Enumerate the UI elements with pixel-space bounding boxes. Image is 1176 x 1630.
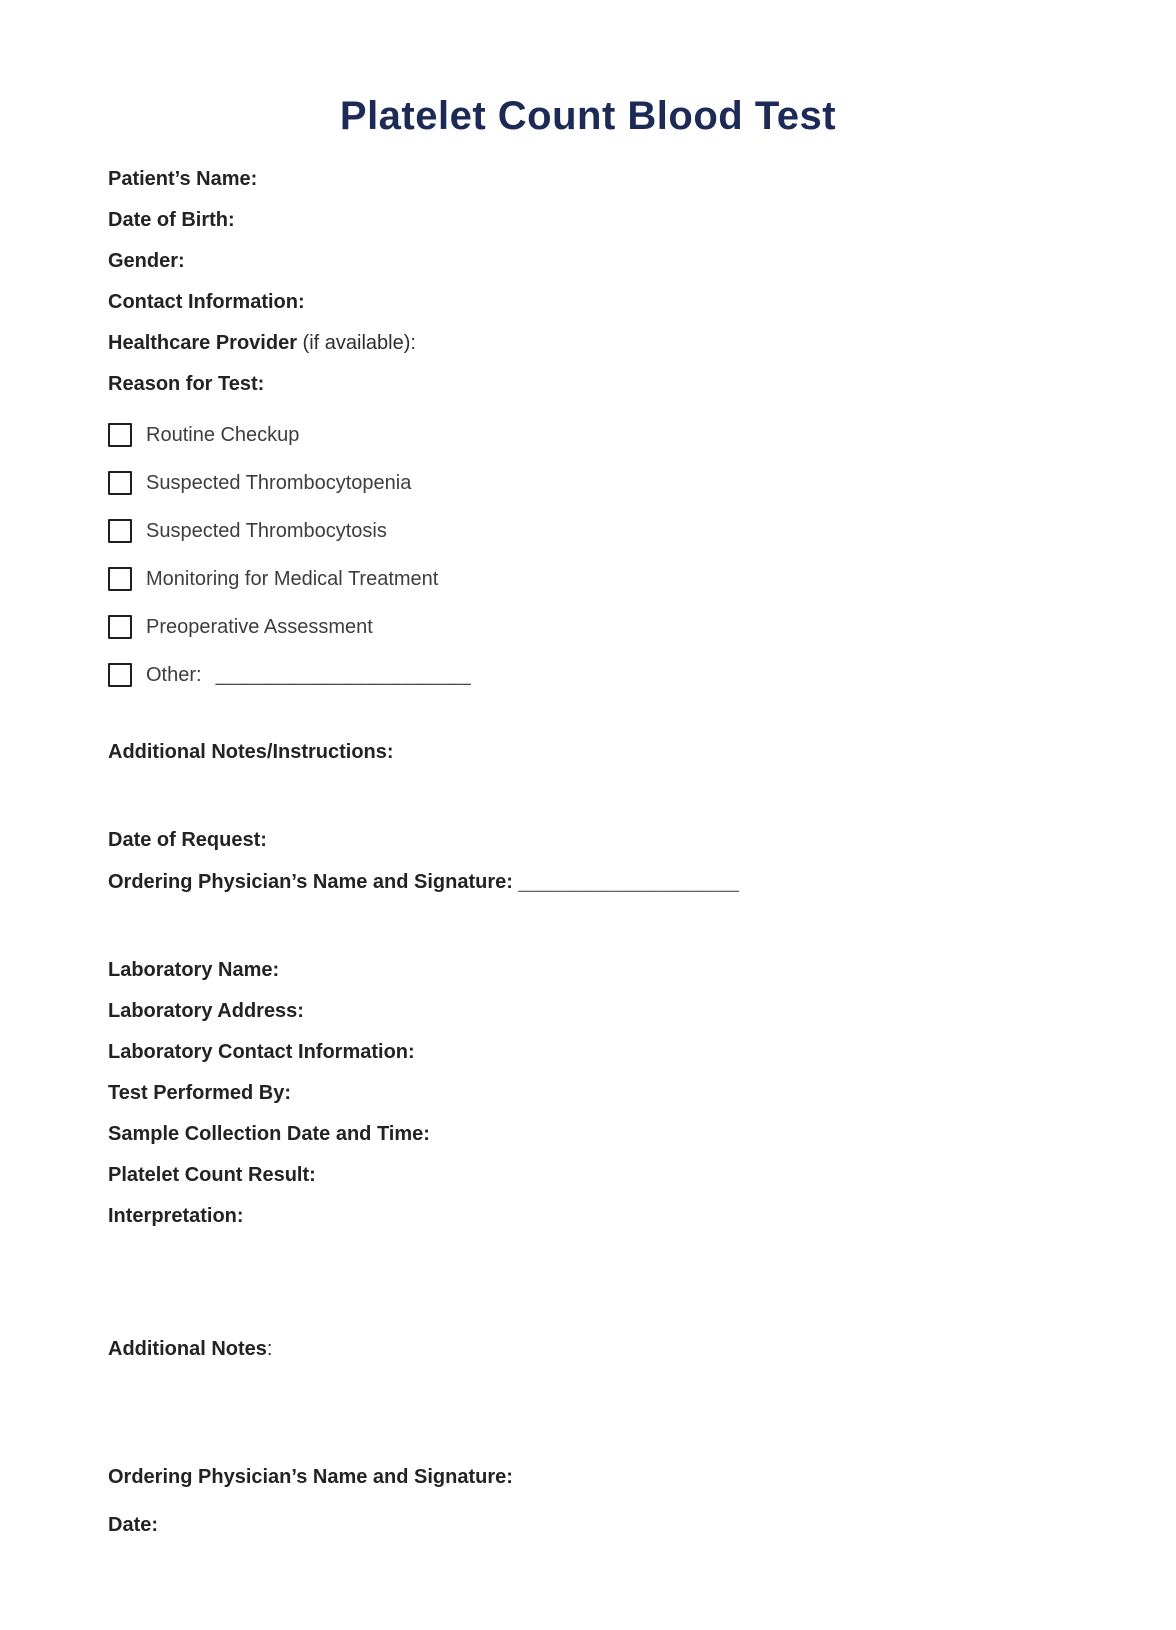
field-contact-information: Contact Information: (108, 291, 305, 313)
field-healthcare-provider (108, 333, 1086, 353)
field-laboratory-name: Laboratory Name: (108, 959, 280, 981)
checkbox-preoperative-assessment[interactable] (108, 615, 132, 639)
field-laboratory-address: Laboratory Address: (108, 1000, 304, 1022)
checkbox-suspected-thrombocytopenia[interactable] (108, 471, 132, 495)
additional-notes-colon: : (266, 1338, 273, 1360)
signature-blank-line[interactable]: ___________________ (518, 871, 740, 893)
laboratory-section (108, 960, 1086, 1226)
footer-date-label: Date: (108, 1514, 159, 1536)
checkbox-monitoring-for-medical-treatment[interactable] (108, 567, 132, 591)
checkbox-routine-checkup[interactable] (108, 423, 132, 447)
reason-option-routine-checkup (108, 422, 1086, 448)
field-gender: Gender: (108, 250, 185, 272)
date-of-request-label: Date of Request: (108, 829, 267, 851)
reason-other-label: Other: (146, 663, 202, 686)
additional-notes-instructions-label: Additional Notes/Instructions: (108, 741, 394, 763)
field-reason-for-test: Reason for Test: (108, 373, 265, 395)
checkbox-other[interactable] (108, 663, 132, 687)
reason-option-preoperative-assessment (108, 614, 1086, 640)
reason-option-suspected-thrombocytopenia (108, 470, 1086, 496)
checkbox-suspected-thrombocytosis[interactable] (108, 519, 132, 543)
reason-label: Routine Checkup (146, 423, 300, 446)
reason-option-suspected-thrombocytosis (108, 518, 1086, 544)
reason-label: Monitoring for Medical Treatment (146, 567, 439, 590)
page-title: Platelet Count Blood Test (339, 94, 837, 138)
field-interpretation: Interpretation: (108, 1205, 244, 1227)
additional-notes-bold: Additional Notes (108, 1338, 267, 1360)
field-laboratory-contact-information: Laboratory Contact Information: (108, 1041, 415, 1063)
healthcare-provider-suffix: (if available): (296, 332, 416, 354)
reason-checkbox-group (108, 422, 1086, 688)
ordering-physician-signature-label: Ordering Physician’s Name and Signature: (108, 871, 519, 893)
footer-ordering-physician-label: Ordering Physician’s Name and Signature: (108, 1466, 513, 1488)
reason-option-monitoring-for-medical-treatment (108, 566, 1086, 592)
reason-label: Preoperative Assessment (146, 615, 373, 638)
field-sample-collection-date-time: Sample Collection Date and Time: (108, 1123, 430, 1145)
field-platelet-count-result: Platelet Count Result: (108, 1164, 316, 1186)
field-test-performed-by: Test Performed By: (108, 1082, 292, 1104)
field-patients-name: Patient’s Name: (108, 168, 258, 190)
ordering-physician-signature-row (108, 872, 1086, 892)
healthcare-provider-label: Healthcare Provider (108, 332, 297, 354)
additional-notes-label (108, 1339, 1086, 1359)
reason-option-other (108, 662, 1086, 688)
patient-info-section (108, 169, 1086, 394)
field-date-of-birth: Date of Birth: (108, 209, 235, 231)
other-blank-line[interactable]: ______________________ (215, 663, 472, 686)
reason-label: Suspected Thrombocytosis (146, 519, 387, 542)
reason-label: Suspected Thrombocytopenia (146, 471, 412, 494)
